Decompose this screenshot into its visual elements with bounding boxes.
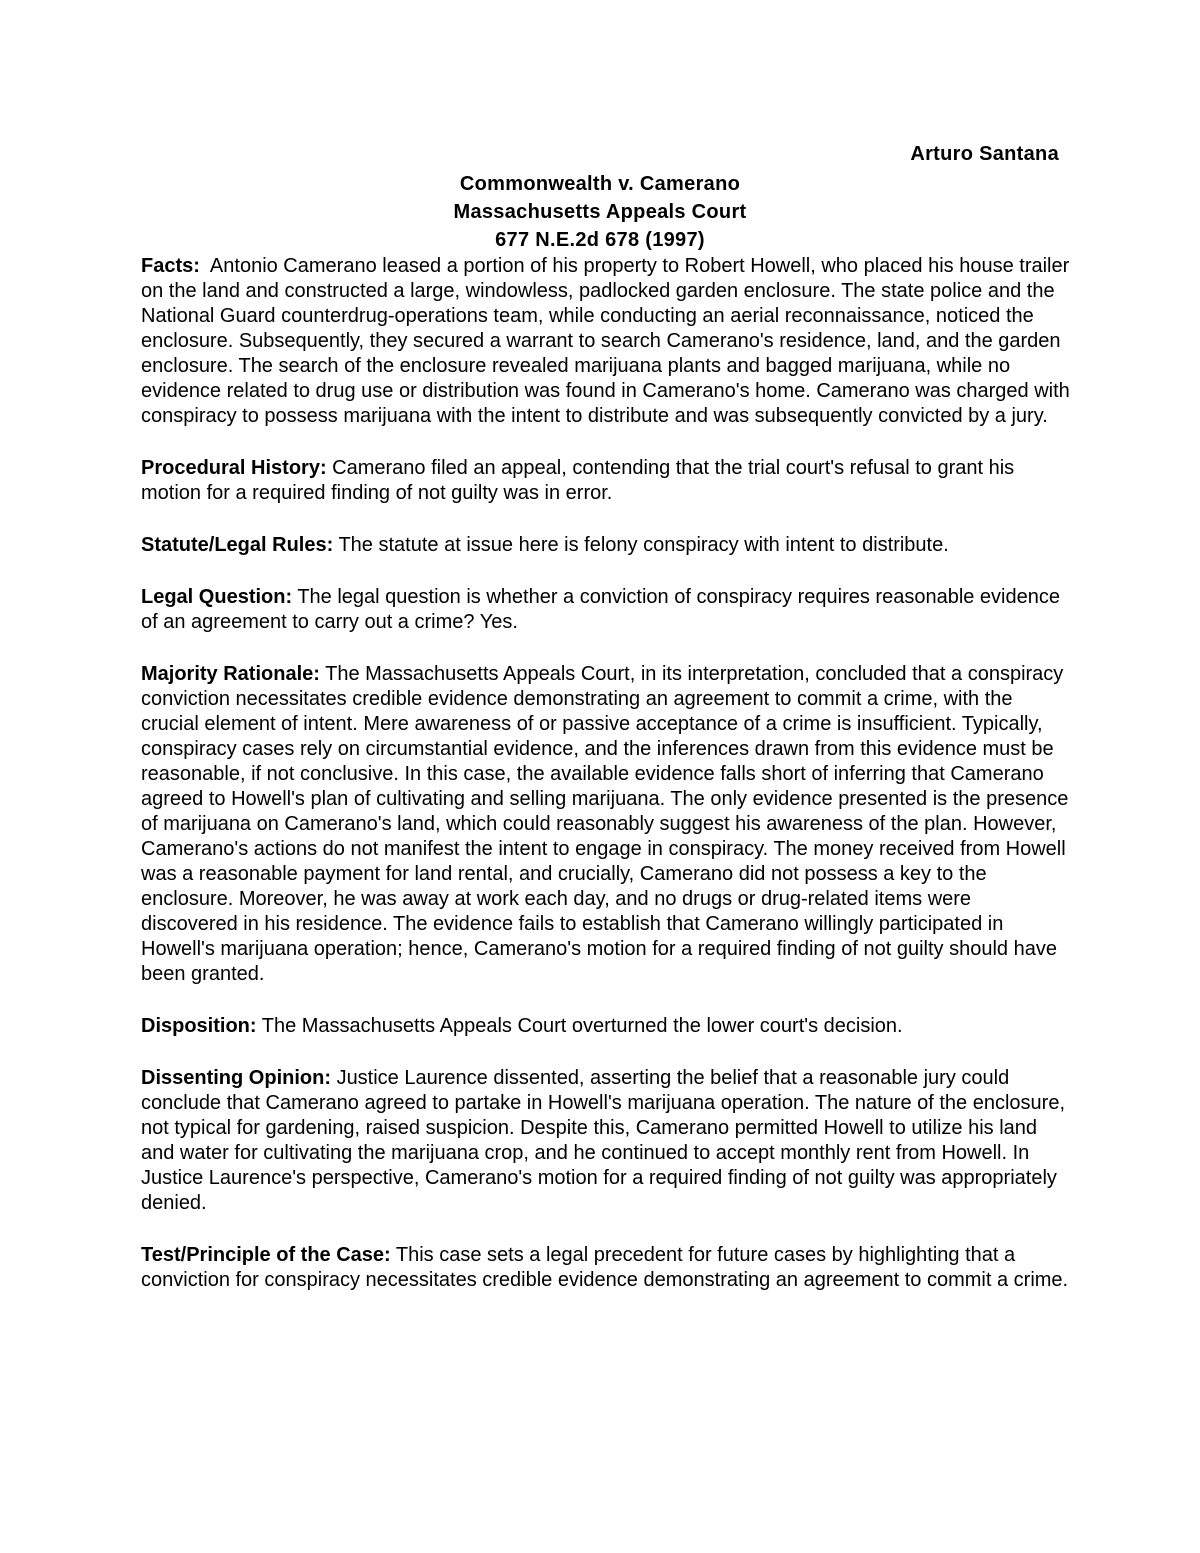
procedural-history-section: [141, 456, 1071, 506]
brief-body: [141, 254, 1071, 1320]
facts-section: [141, 254, 1071, 429]
majority-rationale-label: Majority Rationale:: [141, 663, 320, 685]
facts-text: Antonio Camerano leased a portion of his property to Robert Howell, who placed his house trailer on the land and constructed a large, windowless, padlocked garden enclosure. The state police and the National Guard counterdrug-operations team, while conducting an aerial reconnaissance, noticed the enclosure. Subsequently, they secured a warrant to search Camerano's residence, land, and the garden enclosure. The search of the enclosure revealed marijuana plants and bagged marijuana, while no evidence related to drug use or distribution was found in Camerano's home. Camerano was charged with conspiracy to possess marijuana with the intent to distribute and was subsequently convicted by a jury.: [141, 255, 1070, 427]
disposition-section: [141, 1014, 1071, 1039]
statute-text: The statute at issue here is felony conspiracy with intent to distribute.: [338, 534, 949, 556]
disposition-label: Disposition:: [141, 1015, 257, 1037]
majority-rationale-section: [141, 662, 1071, 987]
dissenting-opinion-text: Justice Laurence dissented, asserting the belief that a reasonable jury could conclude that Camerano agreed to partake in Howell's marijuana operation. The nature of the enclosure, not typical for gardening, raised suspicion. Despite this, Camerano permitted Howell to utilize his land and water for cultivating the marijuana crop, and he continued to accept monthly rent from Howell. In Justice Laurence's perspective, Camerano's motion for a required finding of not guilty was appropriately denied.: [141, 1067, 1066, 1214]
test-principle-label: Test/Principle of the Case:: [141, 1244, 391, 1266]
statute-label: Statute/Legal Rules:: [141, 534, 334, 556]
disposition-text: The Massachusetts Appeals Court overturned the lower court's decision.: [261, 1015, 903, 1037]
case-header: [0, 170, 1200, 254]
legal-question-label: Legal Question:: [141, 586, 293, 608]
test-principle-section: [141, 1243, 1071, 1293]
dissenting-opinion-section: [141, 1066, 1071, 1216]
legal-question-section: [141, 585, 1071, 635]
case-citation: 677 N.E.2d 678 (1997): [495, 229, 705, 251]
statute-section: [141, 533, 1071, 558]
court-name: Massachusetts Appeals Court: [453, 201, 747, 223]
procedural-history-label: Procedural History:: [141, 457, 327, 479]
facts-label: Facts:: [141, 255, 200, 277]
legal-question-text: The legal question is whether a conviction of conspiracy requires reasonable evidence of an agreement to carry out a crime? Yes.: [141, 586, 1060, 633]
majority-rationale-text: The Massachusetts Appeals Court, in its interpretation, concluded that a conspiracy conviction necessitates credible evidence demonstrating an agreement to commit a crime, with the crucial element of intent. Mere awareness of or passive acceptance of a crime is insufficient. Typically, conspiracy cases rely on circumstantial evidence, and the inferences drawn from this evidence must be reasonable, if not conclusive. In this case, the available evidence falls short of inferring that Camerano agreed to Howell's plan of cultivating and selling marijuana. The only evidence presented is the presence of marijuana on Camerano's land, which could reasonably suggest his awareness of the plan. However, Camerano's actions do not manifest the intent to engage in conspiracy. The money received from Howell was a reasonable payment for land rental, and crucially, Camerano did not possess a key to the enclosure. Moreover, he was away at work each day, and no drugs or drug-related items were discovered in his residence. The evidence fails to establish that Camerano willingly participated in Howell's marijuana operation; hence, Camerano's motion for a required finding of not guilty should have been granted.: [141, 663, 1069, 985]
procedural-history-text: Camerano filed an appeal, contending that the trial court's refusal to grant his motion for a required finding of not guilty was in error.: [141, 457, 1015, 504]
test-principle-text: This case sets a legal precedent for future cases by highlighting that a conviction for conspiracy necessitates credible evidence demonstrating an agreement to commit a crime.: [141, 1244, 1069, 1291]
dissenting-opinion-label: Dissenting Opinion:: [141, 1067, 331, 1089]
author-name: Arturo Santana: [910, 143, 1059, 165]
case-name: Commonwealth v. Camerano: [459, 173, 741, 195]
